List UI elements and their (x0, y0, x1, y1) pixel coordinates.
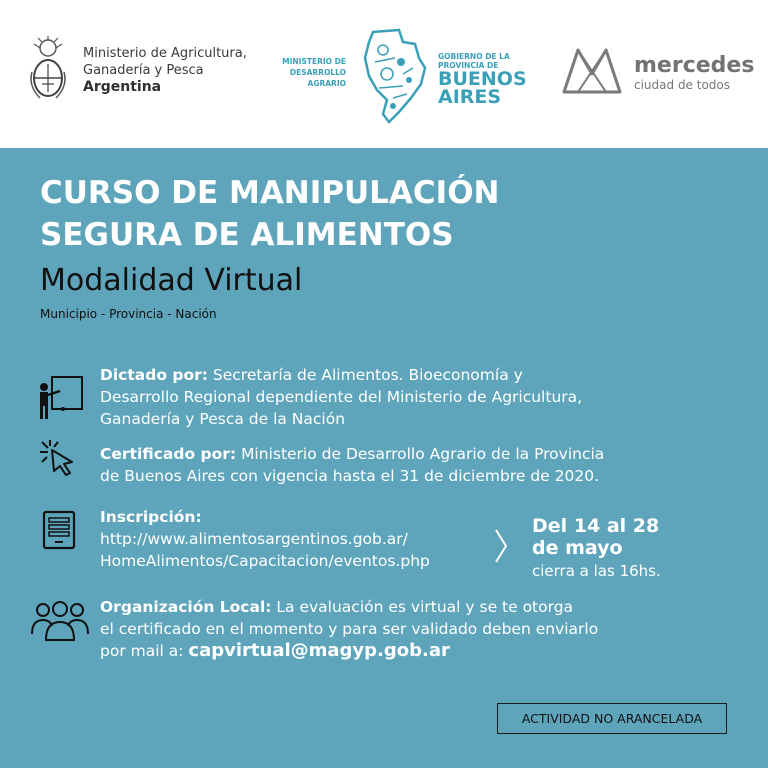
dates-line1: Del 14 al 28 (532, 515, 660, 537)
organizacion-line3: por mail a: (100, 642, 184, 660)
desarrollo-line2: DESARROLLO (289, 68, 346, 77)
inscripcion-url-line2: HomeAlimentos/Capacitacion/eventos.php (100, 552, 430, 570)
certificado-line1: Ministerio de Desarrollo Agrario de la Provincia (241, 445, 605, 463)
province-map-icon (359, 28, 429, 124)
government-levels: Municipio - Provincia - Nación (40, 307, 217, 321)
free-activity-badge: ACTIVIDAD NO ARANCELADA (497, 703, 727, 734)
closing-time: cierra a las 16hs. (532, 562, 661, 580)
certificado-label: Certificado por: (100, 445, 237, 463)
cursor-click-icon (38, 440, 82, 476)
organizacion-label: Organización Local: (100, 598, 272, 616)
dictado-line2: Desarrollo Regional dependiente del Ministerio de Agricultura, (100, 388, 583, 406)
teacher-board-icon (36, 373, 86, 421)
desarrollo-line1: MINISTERIO DE (282, 57, 346, 66)
nacion-logo-text (83, 45, 247, 96)
desarrollo-line3: AGRARIO (307, 79, 346, 88)
organizacion-line1: La evaluación es virtual y se te otorga (276, 598, 574, 616)
organizacion-line2: el certificado en el momento y para ser validado deben enviarlo (100, 620, 599, 638)
logo-mercedes (560, 40, 755, 100)
dictado-line3: Ganadería y Pesca de la Nación (100, 410, 346, 428)
desarrollo-agrario-text (276, 56, 346, 89)
mercedes-tagline: ciudad de todos (634, 78, 731, 92)
pba-line1: GOBIERNO DE LA (438, 52, 510, 61)
group-people-icon (30, 600, 90, 642)
pba-line3: BUENOS (438, 68, 527, 90)
course-title (40, 172, 500, 256)
logo-ministerio-agricultura (26, 36, 266, 106)
inscripcion-section (100, 506, 430, 572)
pba-line4: AIRES (438, 86, 502, 108)
dictado-line1: Secretaría de Alimentos. Bioeconomía y (212, 366, 523, 384)
buenos-aires-text (438, 52, 538, 106)
certificado-line2: de Buenos Aires con vigencia hasta el 31 de diciembre de 2020. (100, 467, 600, 485)
logo-provincia-buenos-aires (276, 28, 526, 124)
logo-header (0, 0, 768, 148)
dates-line2: de mayo (532, 537, 623, 559)
title-line2: SEGURA DE ALIMENTOS (40, 217, 454, 253)
mercedes-name: mercedes (634, 53, 755, 78)
form-tablet-icon (42, 510, 76, 550)
registration-dates (532, 515, 661, 581)
dictado-label: Dictado por: (100, 366, 208, 384)
chevron-right-icon (493, 527, 509, 565)
certificado-section (100, 443, 604, 487)
dictado-section (100, 364, 582, 430)
nacion-line3: Argentina (83, 79, 162, 95)
contact-email: capvirtual@magyp.gob.ar (188, 640, 450, 661)
title-line1: CURSO DE MANIPULACIÓN (40, 175, 500, 211)
inscripcion-label: Inscripción: (100, 508, 202, 526)
national-seal-icon (26, 36, 70, 104)
modality-subtitle: Modalidad Virtual (40, 263, 303, 298)
nacion-line2: Ganadería y Pesca (83, 63, 204, 78)
inscripcion-url-line1: http://www.alimentosargentinos.gob.ar/ (100, 530, 408, 548)
mercedes-mark-icon (560, 40, 624, 96)
nacion-line1: Ministerio de Agricultura, (83, 46, 247, 61)
organizacion-section (100, 596, 598, 662)
pba-line2: PROVINCIA DE (438, 61, 499, 70)
